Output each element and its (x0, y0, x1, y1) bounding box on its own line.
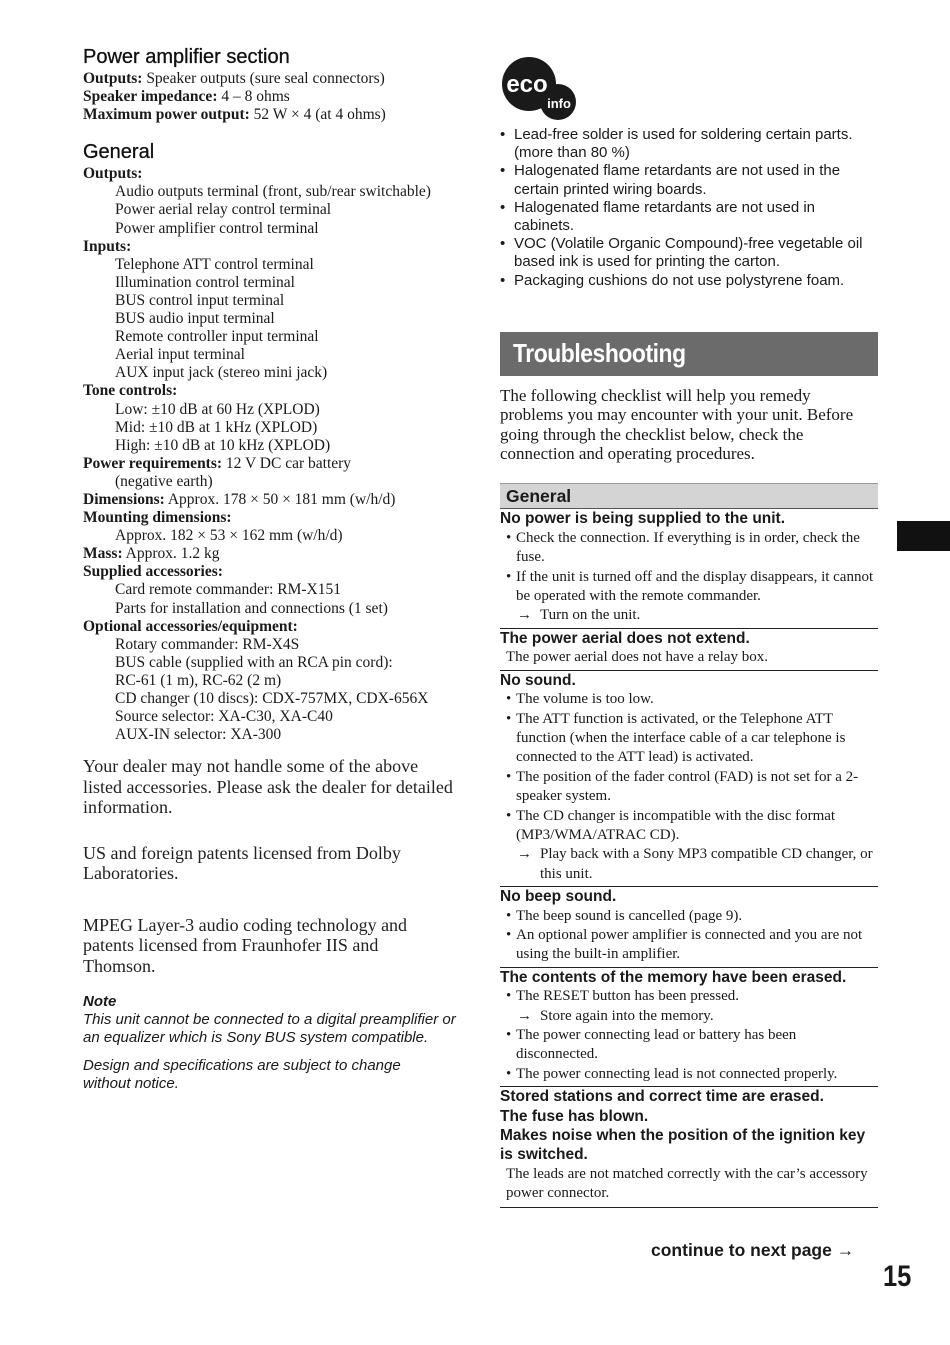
dolby-paragraph: US and foreign patents licensed from Dolby Laboratories. (83, 842, 401, 884)
problem-title: Makes noise when the position of the ignition key is switched. (500, 1127, 866, 1164)
list-item: • Packaging cushions do not use polystyrene foam. (500, 272, 878, 290)
spec-max-power: Maximum power output: 52 W × 4 (at 4 ohms) (83, 106, 386, 124)
note-heading: Note (83, 993, 117, 1011)
spec-dimensions: Dimensions: Approx. 178 × 50 × 181 mm (w/h/d) (83, 490, 396, 508)
spec-item: AUX-IN selector: XA-300 (115, 726, 282, 744)
spec-label: Supplied accessories: (83, 563, 223, 581)
continue-next-page: continue to next page → (651, 1240, 855, 1260)
dealer-paragraph: Your dealer may not handle some of the above listed accessories. Please ask the dealer for detailed information. (83, 756, 453, 818)
list-item: • Halogenated flame retardants are not used in the certain printed wiring boards. (500, 162, 878, 198)
list-item: • Halogenated flame retardants are not used in cabinets. (500, 199, 878, 235)
problem-stations-erased (500, 1087, 878, 1207)
power-amp-specs (83, 70, 478, 124)
spec-item: (negative earth) (115, 472, 213, 490)
eco-logo-word: eco (506, 71, 548, 98)
cause-item: • The CD changer is incompatible with the disc format (MP3/WMA/ATRAC CD). (500, 807, 878, 846)
spec-label: Tone controls: (83, 382, 178, 400)
list-item: • Lead-free solder is used for soldering certain parts. (more than 80 %) (500, 126, 878, 162)
spec-item: High: ±10 dB at 10 kHz (XPLOD) (115, 436, 331, 454)
solution-item: → Store again into the memory. (500, 1007, 878, 1026)
left-column (83, 44, 478, 1093)
spec-item: Telephone ATT control terminal (115, 255, 314, 273)
spec-item: Mid: ±10 dB at 1 kHz (XPLOD) (115, 418, 318, 436)
spec-item: Remote controller input terminal (115, 328, 319, 346)
cause-item: • The power connecting lead is not connected properly. (500, 1065, 878, 1084)
problem-title: No power is being supplied to the unit. (500, 510, 786, 528)
problem-no-sound (500, 671, 878, 887)
spec-item: Power amplifier control terminal (115, 219, 319, 237)
spec-item: Audio outputs terminal (front, sub/rear switchable) (115, 183, 431, 201)
problem-no-power (500, 509, 878, 628)
general-section-heading: General (500, 483, 878, 509)
cause-item: • The power connecting lead or battery has been disconnected. (500, 1026, 878, 1065)
spec-item: Rotary commander: RM-X4S (115, 635, 300, 653)
page-number: 15 (883, 1260, 912, 1293)
problem-title: The contents of the memory have been erased. (500, 968, 847, 986)
cause-item: • The beep sound is cancelled (page 9). (500, 907, 878, 926)
spec-item: BUS cable (supplied with an RCA pin cord): (115, 653, 393, 671)
spec-mass: Mass: Approx. 1.2 kg (83, 545, 220, 563)
spec-item: Illumination control terminal (115, 273, 295, 291)
general-specs-heading: General (83, 141, 155, 164)
design-notice: Design and specifications are subject to change without notice. (83, 1057, 401, 1093)
spec-label: Mounting dimensions: (83, 509, 232, 527)
problem-title: The power aerial does not extend. (500, 629, 750, 647)
cause-text: The leads are not matched correctly with the car’s accessory power connector. (506, 1165, 868, 1202)
problem-no-beep (500, 887, 878, 968)
spec-item: Card remote commander: RM-X151 (115, 581, 341, 599)
spec-item: BUS control input terminal (115, 291, 285, 309)
note-text: This unit cannot be connected to a digital preamplifier or an equalizer which is Sony BUS system compatible. (83, 1011, 456, 1047)
right-column (500, 56, 878, 1208)
spec-label: Outputs: (83, 165, 143, 183)
cause-item: • The RESET button has been pressed. (500, 987, 878, 1006)
spec-item: Parts for installation and connections (1 set) (115, 599, 388, 617)
cause-item: • Check the connection. If everything is in order, check the fuse. (500, 529, 878, 568)
troubleshooting-title-bar (500, 332, 878, 376)
power-amp-heading: Power amplifier section (83, 46, 290, 68)
troubleshooting-title: Troubleshooting (513, 338, 686, 369)
cause-item: • The ATT function is activated, or the Telephone ATT function (when the interface cable of a car telephone is connected to the ATT lead) is activated. (500, 710, 878, 768)
eco-info-logo-icon (500, 56, 578, 122)
eco-logo-subword: info (547, 96, 571, 111)
spec-item: CD changer (10 discs): CDX-757MX, CDX-656X (115, 690, 429, 707)
cause-item: • An optional power amplifier is connected and you are not using the built-in amplifier. (500, 926, 878, 965)
spec-item: AUX input jack (stereo mini jack) (115, 364, 328, 382)
cause-item: • The position of the fader control (FAD) is not set for a 2-speaker system. (500, 768, 878, 807)
spec-item: Power aerial relay control terminal (115, 201, 332, 219)
solution-item: → Turn on the unit. (500, 606, 878, 625)
troubleshooting-intro: The following checklist will help you remedy problems you may encounter with your unit. Before going through the checklist below, check the connection and operating procedures. (500, 385, 854, 464)
spec-label: Optional accessories/equipment: (83, 617, 298, 635)
cause-item: • The volume is too low. (500, 690, 878, 709)
problem-title: The fuse has blown. (500, 1107, 649, 1125)
spec-item: Low: ±10 dB at 60 Hz (XPLOD) (115, 400, 320, 418)
spec-item: Source selector: XA-C30, XA-C40 (115, 708, 333, 726)
spec-item: BUS audio input terminal (115, 310, 275, 328)
spec-label: Inputs: (83, 237, 132, 255)
problem-aerial (500, 629, 878, 671)
spec-outputs: Outputs: Speaker outputs (sure seal connectors) (83, 70, 385, 87)
spec-item: Approx. 182 × 53 × 162 mm (w/h/d) (115, 527, 343, 545)
list-item: • VOC (Volatile Organic Compound)-free vegetable oil based ink is used for printing the carton. (500, 235, 878, 271)
eco-bullet-list (500, 126, 878, 290)
general-specs (83, 165, 478, 744)
problem-title: No beep sound. (500, 888, 617, 906)
spec-item: Aerial input terminal (115, 346, 245, 364)
problem-memory-erased (500, 968, 878, 1087)
solution-item: → Play back with a Sony MP3 compatible CD changer, or this unit. (500, 845, 878, 884)
problem-title: Stored stations and correct time are erased. (500, 1088, 824, 1106)
mpeg-paragraph: MPEG Layer-3 audio coding technology and patents licensed from Fraunhofer IIS and Thomson. (83, 914, 408, 976)
cause-text: The power aerial does not have a relay box. (506, 649, 768, 666)
section-thumb-tab (897, 521, 950, 551)
spec-item: RC-61 (1 m), RC-62 (2 m) (115, 671, 282, 689)
problem-title: No sound. (500, 671, 576, 689)
spec-power-req: Power requirements: 12 V DC car battery (83, 454, 352, 472)
cause-item: • If the unit is turned off and the display disappears, it cannot be operated with the remote commander. (500, 568, 878, 607)
spec-impedance: Speaker impedance: 4 – 8 ohms (83, 88, 290, 106)
